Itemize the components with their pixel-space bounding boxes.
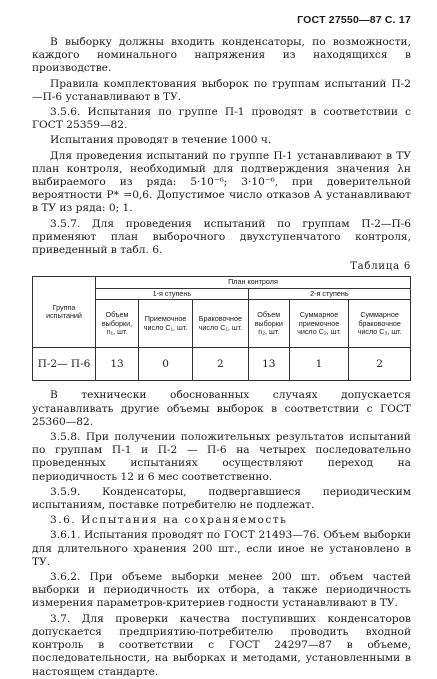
column-header: Суммарное приемочное число C₂, шт. <box>289 300 348 348</box>
column-header: Браковочное число C₁, шт. <box>193 300 249 348</box>
table-cell: 2 <box>193 348 249 381</box>
paragraph: 3.6.2. При объеме выборки менее 200 шт. объем частей выборки и периодичность их отбора, а также периодичность измерения параметров-критериев годности устанавливают в ТУ. <box>32 571 411 610</box>
table-row <box>33 348 411 381</box>
column-header: Объем выборки, n₁, шт. <box>96 300 139 348</box>
page-header: ГОСТ 27550—87 С. 17 <box>297 14 411 26</box>
paragraph: Правила комплектования выборок по группам испытаний П-2—П-6 устанавливают в ТУ. <box>32 77 411 103</box>
table-cell: 2 <box>349 348 411 381</box>
stage2-header: 2-я ступень <box>248 288 410 300</box>
table-caption: Таблица 6 <box>350 261 411 273</box>
paragraph: Для проведения испытаний по группе П-1 устанавливают в ТУ план контроля, необходимый для подтверждения значения λн выбираемого из ряда: 5·10⁻⁶; 3·10⁻⁶, при доверительной вероятности P* =0,6. Допустимое число отказов A устанавливают в ТУ из ряда: 0; 1. <box>32 149 411 215</box>
group-cell: П-2— П-6 <box>33 348 96 381</box>
control-plan-table <box>32 276 411 381</box>
table-cell: 13 <box>248 348 289 381</box>
paragraph: 3.7. Для проверки качества поступивших конденсаторов допускается предприятию-потребителю проводить входной контроль в соответствии с ГОСТ 24297—87 в объеме, последовательности, на выборках и методами, установленными в настоящем стандарте. <box>32 612 411 678</box>
column-header: Суммарное браковочное число C₃, шт. <box>349 300 411 348</box>
paragraph: В выборку должны входить конденсаторы, по возможности, каждого номинального напряжения из находящихся в производстве. <box>32 36 411 75</box>
paragraph: Испытания проводят в течение 1000 ч. <box>50 134 272 147</box>
paragraph: 3.5.7. Для проведения испытаний по группам П-2—П-6 применяют план выборочного двухступенчатого контроля, приведенный в табл. 6. <box>32 217 411 257</box>
plan-header: План контроля <box>96 277 411 289</box>
paragraph: 3.5.8. При получении положительных результатов испытаний по группам П-1 и П-2 — П-6 на четырех последовательно проведенных испытаниях осуществляют переход на периодичность 12 и 6 мес соответственно. <box>32 431 411 483</box>
column-header: Объем выборки n₂, шт. <box>248 300 289 348</box>
column-header: Приемочное число C₁, шт. <box>139 300 193 348</box>
paragraph: 3.6.1. Испытания проводят по ГОСТ 21493—76. Объем выборки для длительного хранения 200 шт., если иное не установлено в ТУ. <box>32 529 411 568</box>
paragraph: В технически обоснованных случаях допускается устанавливать другие объемы выборок в соответствии с ГОСТ 25360—82. <box>32 389 411 428</box>
paragraph: 3.5.6. Испытания по группе П-1 проводят в соответствии с ГОСТ 25359—82. <box>32 106 411 132</box>
table-cell: 13 <box>96 348 139 381</box>
table-cell: 0 <box>139 348 193 381</box>
table-cell: 1 <box>289 348 348 381</box>
stage1-header: 1-я ступень <box>96 288 249 300</box>
group-header: Группа испытаний <box>33 277 96 348</box>
paragraph: 3.5.9. Конденсаторы, подвергавшиеся периодическим испытаниям, поставке потребителю не подлежат. <box>32 485 411 512</box>
section-heading: 3.6. Испытания на сохраняемость <box>50 514 288 527</box>
